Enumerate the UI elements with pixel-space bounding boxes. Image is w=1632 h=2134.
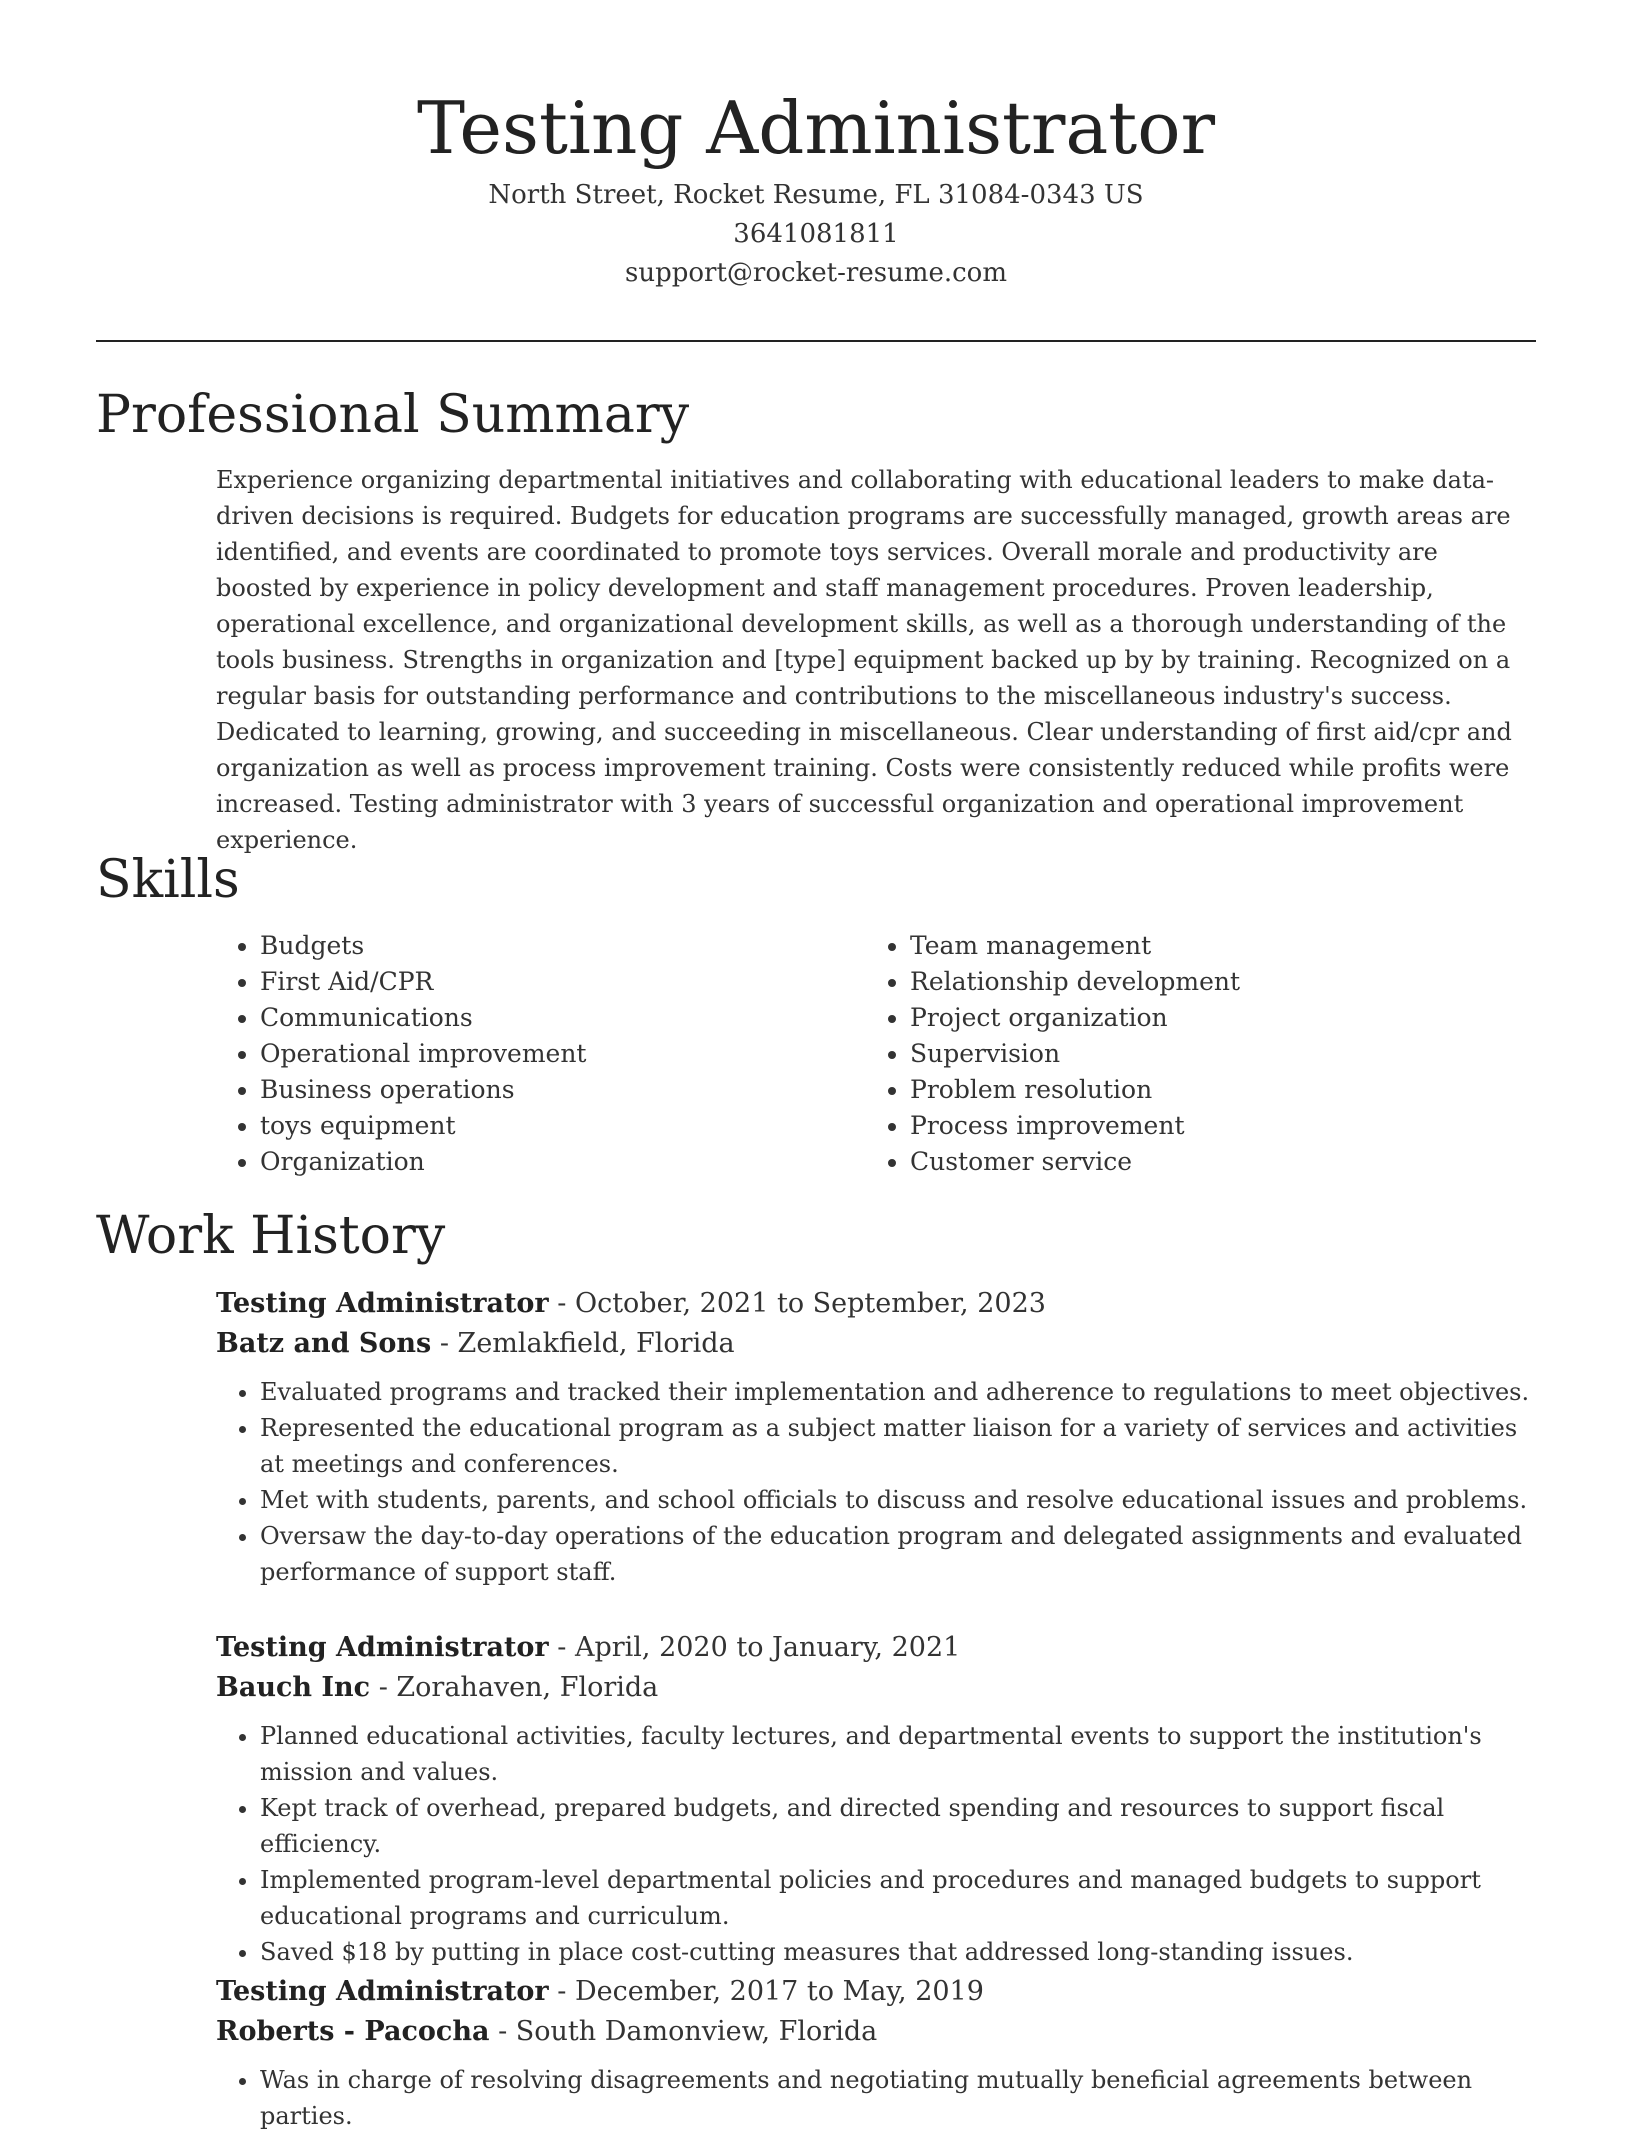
skill-item: • First Aid/CPR xyxy=(260,964,586,1000)
job-company-line xyxy=(216,2012,1536,2052)
skill-item: • Organization xyxy=(260,1144,586,1180)
work-history-heading: Work History xyxy=(96,1206,446,1266)
skill-item: • Relationship development xyxy=(910,964,1240,1000)
job-location: - Zorahaven, Florida xyxy=(370,1672,659,1703)
job-role: Testing Administrator xyxy=(216,1288,549,1319)
job-title-line xyxy=(216,1628,1536,1668)
job-bullet: • Planned educational activities, faculty lectures, and departmental events to support the institution's mission and values. xyxy=(260,1718,1536,1790)
job-bullet: • Saved $18 by putting in place cost-cutting measures that addressed long-standing issues. xyxy=(260,1934,1536,1970)
skill-item: • Communications xyxy=(260,1000,586,1036)
resume-header xyxy=(0,80,1632,293)
skill-item: • Customer service xyxy=(910,1144,1240,1180)
skill-item: • Project organization xyxy=(910,1000,1240,1036)
skills-column-left xyxy=(216,928,586,1180)
job-title-line xyxy=(216,1972,1536,2012)
candidate-name: Testing Administrator xyxy=(416,86,1215,170)
skills-list xyxy=(216,928,1536,1188)
job-dates: - April, 2020 to January, 2021 xyxy=(548,1632,961,1663)
job-company: Batz and Sons xyxy=(216,1328,432,1359)
skill-item: • Team management xyxy=(910,928,1240,964)
job-company: Bauch Inc xyxy=(216,1672,371,1703)
skills-column-right xyxy=(866,928,1240,1180)
skill-item: • Supervision xyxy=(910,1036,1240,1072)
job-bullet: • Oversaw the day-to-day operations of the education program and delegated assignments and evaluated performance of support staff. xyxy=(260,1518,1536,1590)
job-bullet: • Implemented program-level departmental policies and procedures and managed budgets to support educational programs and curriculum. xyxy=(260,1862,1536,1934)
job-location: - Zemlakfield, Florida xyxy=(431,1328,735,1359)
job-bullets xyxy=(216,2062,1536,2134)
job-bullets xyxy=(216,1718,1536,1970)
job-bullet: • Evaluated programs and tracked their implementation and adherence to regulations to meet objectives. xyxy=(260,1374,1536,1410)
contact-phone: 3641081811 xyxy=(733,219,899,249)
summary-heading: Professional Summary xyxy=(96,385,690,445)
job-company: Roberts - Pacocha xyxy=(216,2016,490,2047)
job-location: - South Damonview, Florida xyxy=(489,2016,878,2047)
header-divider xyxy=(96,340,1536,342)
job-bullet: • Met with students, parents, and school officials to discuss and resolve educational issues and problems. xyxy=(260,1482,1536,1518)
job-bullet: • Was in charge of resolving disagreements and negotiating mutually beneficial agreements between parties. xyxy=(260,2062,1536,2134)
job-role: Testing Administrator xyxy=(216,1976,549,2007)
skill-item: • Problem resolution xyxy=(910,1072,1240,1108)
summary-text: Experience organizing departmental initiatives and collaborating with educational leaders to make data-driven decisions is required. Budgets for education programs are successfully managed, growth areas are identified, and events are coordinated to promote toys services. Overall morale and productivity are boosted by experience in policy development and staff management procedures. Proven leadership, operational excellence, and organizational development skills, as well as a thorough understanding of the tools business. Strengths in organization and [type] equipment backed up by by training. Recognized on a regular basis for outstanding performance and contributions to the miscellaneous industry's success. Dedicated to learning, growing, and succeeding in miscellaneous. Clear understanding of first aid/cpr and organization as well as process improvement training. Costs were consistently reduced while profits were increased. Testing administrator with 3 years of successful organization and operational improvement experience. xyxy=(216,466,1512,854)
skill-item: • Process improvement xyxy=(910,1108,1240,1144)
skill-item: • Business operations xyxy=(260,1072,586,1108)
job-entry xyxy=(216,1284,1536,1590)
skill-item: • Operational improvement xyxy=(260,1036,586,1072)
skill-item: • Budgets xyxy=(260,928,586,964)
contact-address: North Street, Rocket Resume, FL 31084-0343 US xyxy=(488,180,1144,210)
contact-email: support@rocket-resume.com xyxy=(624,258,1007,288)
job-bullets xyxy=(216,1374,1536,1590)
job-bullet: • Kept track of overhead, prepared budgets, and directed spending and resources to support fiscal efficiency. xyxy=(260,1790,1536,1862)
job-entry xyxy=(216,1628,1536,1970)
skills-heading: Skills xyxy=(96,850,240,910)
job-role: Testing Administrator xyxy=(216,1632,549,1663)
job-company-line xyxy=(216,1668,1536,1708)
job-entry xyxy=(216,1972,1536,2134)
skill-item: • toys equipment xyxy=(260,1108,586,1144)
job-bullet: • Represented the educational program as a subject matter liaison for a variety of services and activities at meetings and conferences. xyxy=(260,1410,1536,1482)
job-company-line xyxy=(216,1324,1536,1364)
job-title-line xyxy=(216,1284,1536,1324)
job-dates: - October, 2021 to September, 2023 xyxy=(548,1288,1046,1319)
job-dates: - December, 2017 to May, 2019 xyxy=(548,1976,984,2007)
